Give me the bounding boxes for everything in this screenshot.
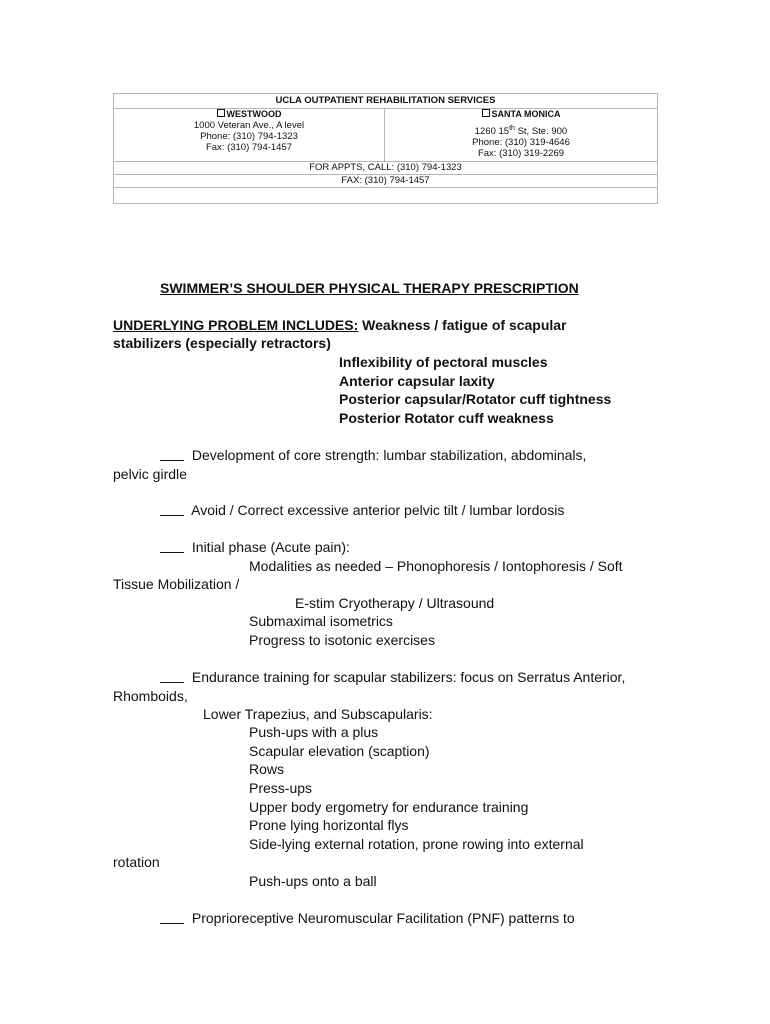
exercise-item: Side-lying external rotation, prone rowing into external — [249, 836, 584, 852]
checkbox-blank[interactable] — [160, 911, 184, 924]
core-strength-continuation: pelvic girdle — [113, 466, 187, 482]
exercise-item: Push-ups onto a ball — [249, 873, 377, 889]
westwood-phone: Phone: (310) 794-1323 — [200, 131, 298, 142]
checkbox-icon[interactable] — [482, 109, 490, 117]
pnf-item: Proprioreceptive Neuromuscular Facilitation (PNF) patterns to — [160, 910, 575, 927]
santa-monica-address: 1260 15th St, Ste. 900 — [474, 125, 568, 138]
westwood-location — [114, 109, 385, 162]
exercise-item: Upper body ergometry for endurance training — [249, 799, 529, 815]
problem-item: Inflexibility of pectoral muscles — [339, 354, 548, 370]
endurance-item: Endurance training for scapular stabilizers: focus on Serratus Anterior, — [160, 669, 625, 686]
clinic-title: UCLA OUTPATIENT REHABILITATION SERVICES — [114, 94, 658, 109]
exercise-item: Press-ups — [249, 780, 313, 796]
core-strength-item: Development of core strength: lumbar stabilization, abdominals, — [160, 447, 586, 464]
westwood-name: WESTWOOD — [226, 109, 282, 119]
modalities-continuation: Tissue Mobilization / — [113, 576, 240, 592]
exercise-item: Rows — [249, 761, 285, 777]
clinic-header-table — [113, 93, 658, 204]
problem-continuation: stabilizers (especially retractors) — [113, 335, 331, 351]
appointments-phone: FOR APPTS, CALL: (310) 794-1323 — [114, 162, 658, 175]
problem-heading: UNDERLYING PROBLEM INCLUDES: Weakness / fatigue of scapular — [113, 317, 567, 333]
endurance-continuation: Rhomboids, — [113, 688, 188, 704]
santa-monica-fax: Fax: (310) 319-2269 — [477, 148, 565, 160]
main-fax: FAX: (310) 794-1457 — [114, 175, 658, 188]
checkbox-icon[interactable] — [217, 109, 225, 117]
pelvic-tilt-item: Avoid / Correct excessive anterior pelvic tilt / lumbar lordosis — [160, 502, 564, 519]
checkbox-blank[interactable] — [160, 670, 184, 683]
checkbox-blank[interactable] — [160, 448, 184, 461]
problem-item: Posterior capsular/Rotator cuff tightness — [339, 391, 612, 407]
document-title: SWIMMER’S SHOULDER PHYSICAL THERAPY PRESCRIPTION — [160, 280, 579, 296]
problem-item: Anterior capsular laxity — [339, 373, 495, 389]
checkbox-blank[interactable] — [160, 540, 184, 553]
endurance-continuation-2: Lower Trapezius, and Subscapularis: — [203, 706, 433, 722]
empty-row — [114, 188, 658, 204]
problem-item: Posterior Rotator cuff weakness — [339, 410, 554, 426]
estim-line: E-stim Cryotherapy / Ultrasound — [295, 595, 495, 611]
westwood-address: 1000 Veteran Ave., A level — [193, 120, 305, 131]
checkbox-blank[interactable] — [160, 503, 184, 516]
isometrics-line: Submaximal isometrics — [249, 613, 393, 629]
santa-monica-phone: Phone: (310) 319-4646 — [472, 137, 570, 149]
modalities-line: Modalities as needed – Phonophoresis / Iontophoresis / Soft — [249, 558, 623, 574]
exercise-item: Prone lying horizontal flys — [249, 817, 409, 833]
initial-phase-item: Initial phase (Acute pain): — [160, 539, 350, 556]
exercise-continuation: rotation — [113, 854, 160, 870]
santa-monica-name: SANTA MONICA — [491, 109, 561, 119]
exercise-item: Scapular elevation (scaption) — [249, 743, 430, 759]
isotonic-line: Progress to isotonic exercises — [249, 632, 435, 648]
westwood-fax: Fax: (310) 794-1457 — [205, 142, 293, 153]
exercise-item: Push-ups with a plus — [249, 724, 379, 740]
santa-monica-location — [385, 109, 658, 162]
